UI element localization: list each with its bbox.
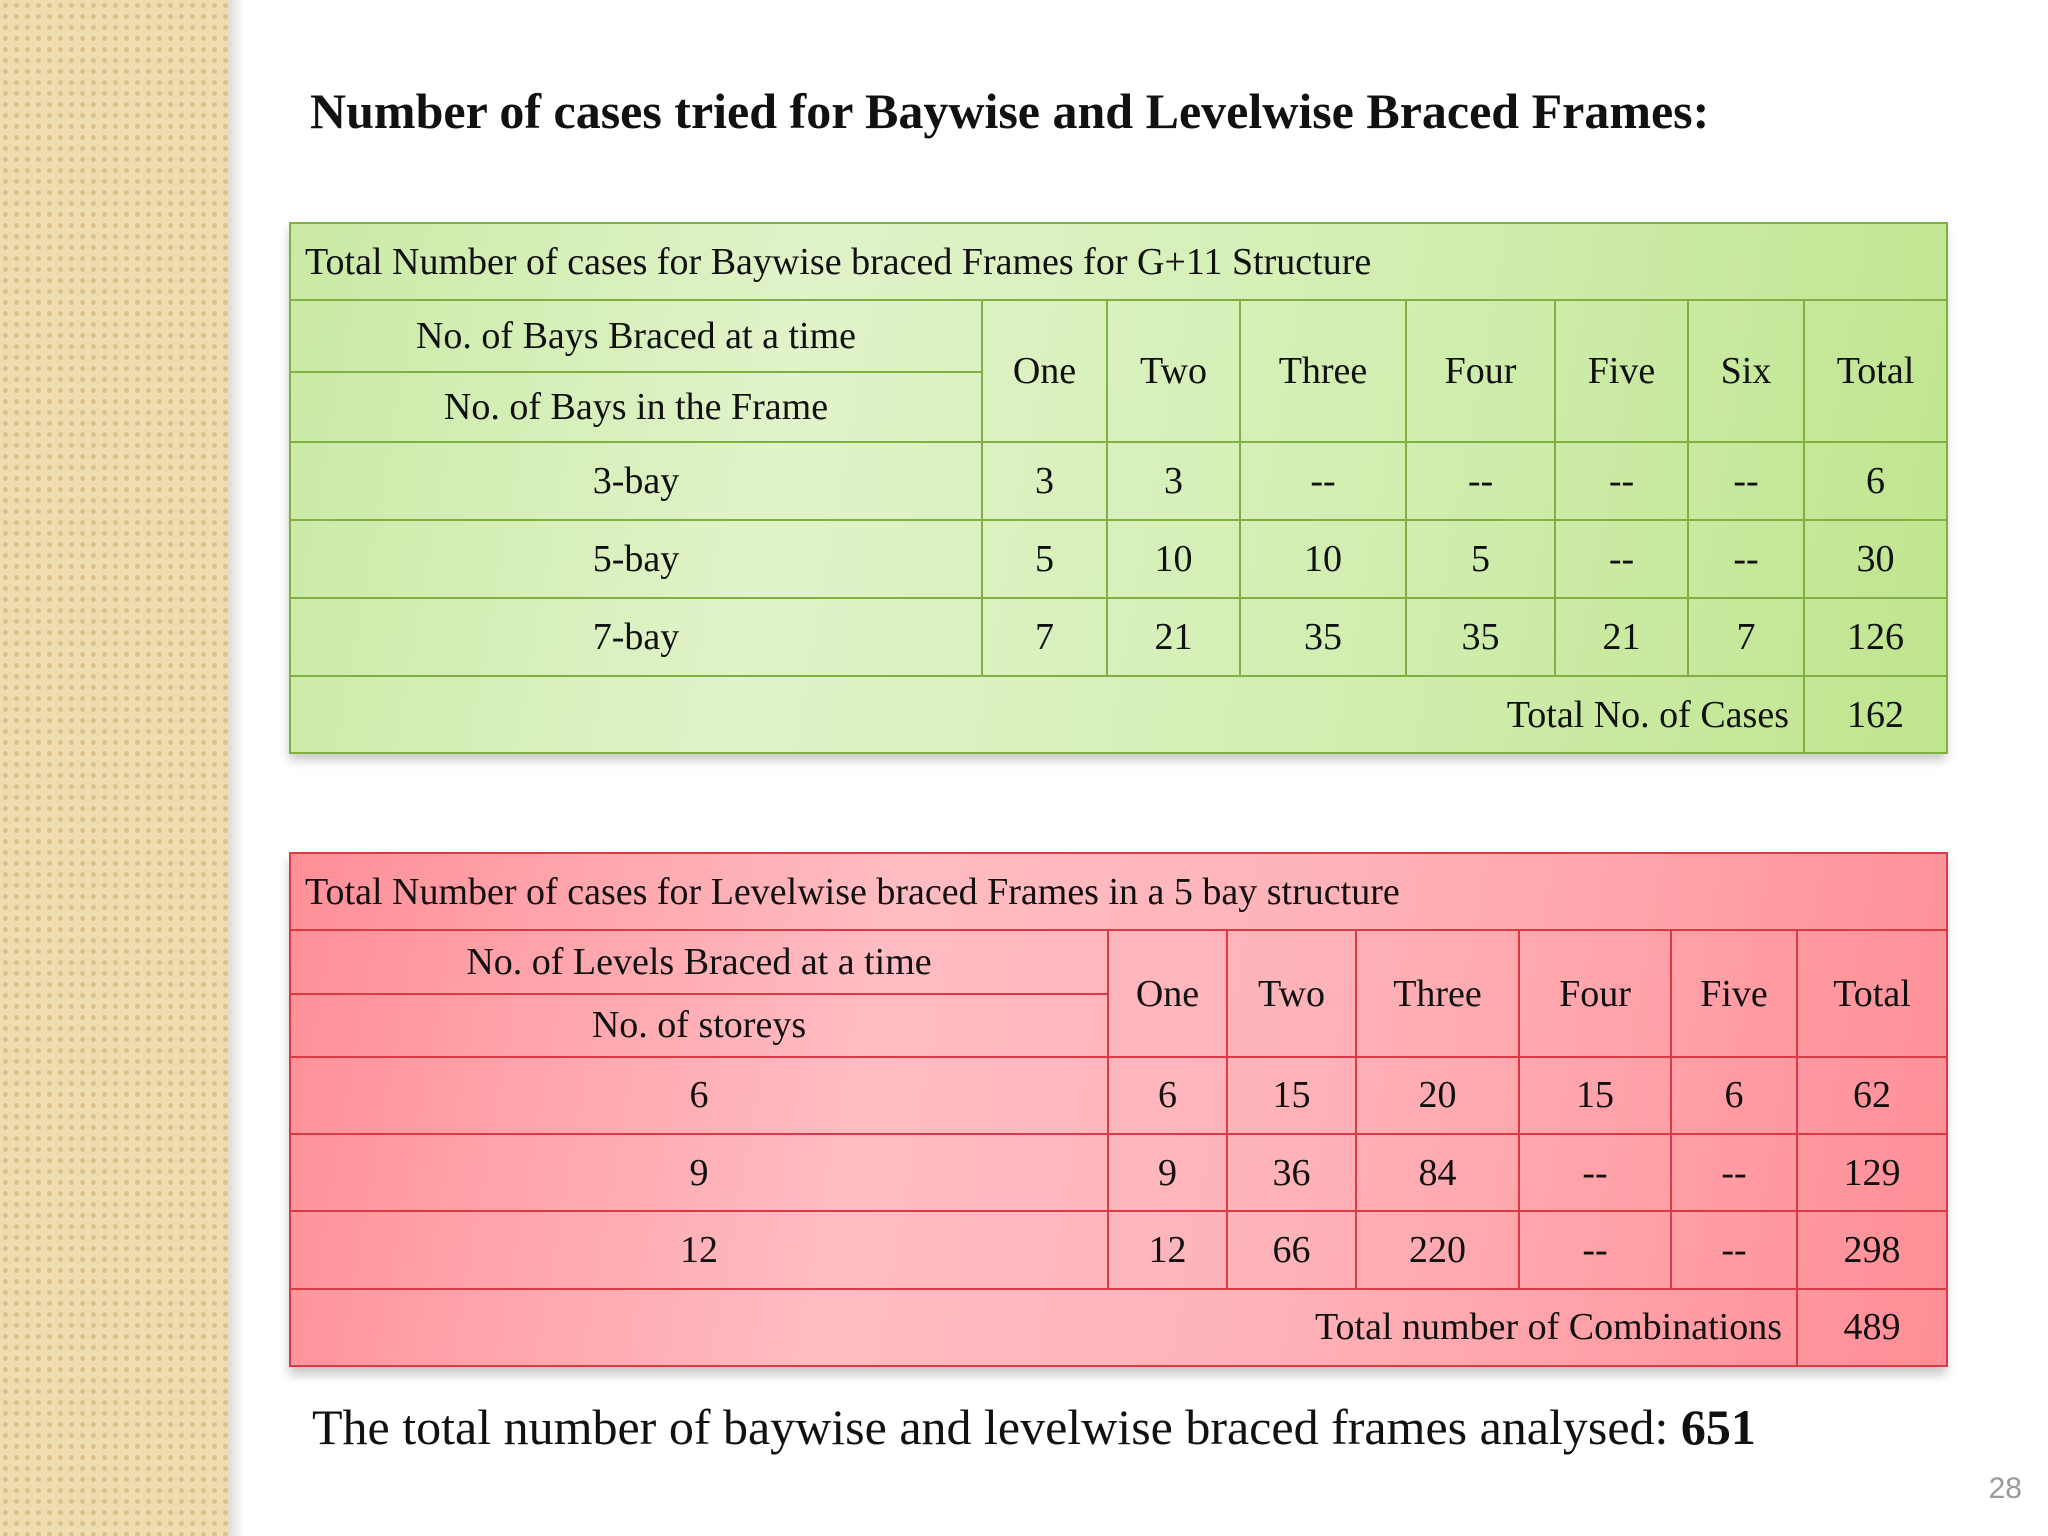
table-cell: 21 [1555, 598, 1688, 676]
total-combinations-label: Total number of Combinations [290, 1289, 1797, 1366]
baywise-header-bays-braced: No. of Bays Braced at a time [290, 300, 982, 372]
summary-value: 651 [1680, 1399, 1756, 1455]
baywise-col-header: Three [1240, 300, 1406, 442]
table-cell: 6 [1108, 1057, 1227, 1134]
table-cell: 66 [1227, 1211, 1356, 1288]
page-number: 28 [1988, 1472, 2022, 1505]
total-cases-label: Total No. of Cases [290, 676, 1804, 753]
baywise-header-bays-in-frame: No. of Bays in the Frame [290, 372, 982, 442]
row-label: 9 [290, 1134, 1108, 1211]
table-cell: -- [1555, 442, 1688, 520]
table-cell: 10 [1240, 520, 1406, 598]
row-label: 12 [290, 1211, 1108, 1288]
levelwise-col-header: Four [1519, 930, 1671, 1056]
table-total-row [290, 1289, 1947, 1366]
levelwise-col-header: Two [1227, 930, 1356, 1056]
baywise-table [289, 222, 1946, 752]
table-cell: 30 [1804, 520, 1947, 598]
row-label: 3-bay [290, 442, 982, 520]
table-cell: -- [1519, 1211, 1671, 1288]
table-cell: 6 [1804, 442, 1947, 520]
levelwise-col-header: One [1108, 930, 1227, 1056]
row-label: 5-bay [290, 520, 982, 598]
baywise-col-header: Four [1406, 300, 1555, 442]
table-cell: 298 [1797, 1211, 1947, 1288]
total-combinations-value: 489 [1797, 1289, 1947, 1366]
table-row [290, 520, 1947, 598]
baywise-col-header: Two [1107, 300, 1240, 442]
table-row [290, 598, 1947, 676]
table-total-row [290, 676, 1947, 753]
table-cell: 12 [1108, 1211, 1227, 1288]
table-cell: 3 [1107, 442, 1240, 520]
table-row [290, 442, 1947, 520]
table-cell: 6 [1671, 1057, 1797, 1134]
table-row [290, 1057, 1947, 1134]
levelwise-col-header: Five [1671, 930, 1797, 1056]
table-cell: 126 [1804, 598, 1947, 676]
table-cell: 220 [1356, 1211, 1519, 1288]
baywise-col-header-total: Total [1804, 300, 1947, 442]
table-cell: 15 [1519, 1057, 1671, 1134]
table-cell: 84 [1356, 1134, 1519, 1211]
levelwise-table [289, 852, 1946, 1367]
table-cell: -- [1555, 520, 1688, 598]
levelwise-col-header-total: Total [1797, 930, 1947, 1056]
levelwise-header-levels-braced: No. of Levels Braced at a time [290, 930, 1108, 993]
table-cell: 15 [1227, 1057, 1356, 1134]
baywise-col-header: Six [1688, 300, 1804, 442]
table-cell: 5 [982, 520, 1107, 598]
table-cell: -- [1240, 442, 1406, 520]
table-cell: 7 [982, 598, 1107, 676]
row-label: 6 [290, 1057, 1108, 1134]
baywise-table-caption: Total Number of cases for Baywise braced Frames for G+11 Structure [290, 223, 1947, 300]
levelwise-header-storeys: No. of storeys [290, 994, 1108, 1057]
table-cell: 21 [1107, 598, 1240, 676]
table-cell: -- [1519, 1134, 1671, 1211]
table-cell: 62 [1797, 1057, 1947, 1134]
table-cell: 20 [1356, 1057, 1519, 1134]
row-label: 7-bay [290, 598, 982, 676]
decorative-side-strip [0, 0, 228, 1536]
table-cell: 10 [1107, 520, 1240, 598]
table-cell: 9 [1108, 1134, 1227, 1211]
total-cases-value: 162 [1804, 676, 1947, 753]
levelwise-col-header: Three [1356, 930, 1519, 1056]
table-row [290, 1134, 1947, 1211]
table-cell: 35 [1240, 598, 1406, 676]
table-cell: -- [1688, 520, 1804, 598]
baywise-col-header: One [982, 300, 1107, 442]
baywise-col-header: Five [1555, 300, 1688, 442]
summary-line [312, 1398, 1756, 1456]
table-cell: 5 [1406, 520, 1555, 598]
levelwise-table-caption: Total Number of cases for Levelwise braced Frames in a 5 bay structure [290, 853, 1947, 930]
side-strip-shadow [228, 0, 244, 1536]
table-cell: -- [1671, 1211, 1797, 1288]
slide-title: Number of cases tried for Baywise and Levelwise Braced Frames: [310, 83, 1710, 139]
table-cell: 129 [1797, 1134, 1947, 1211]
table-cell: -- [1688, 442, 1804, 520]
table-cell: 7 [1688, 598, 1804, 676]
table-cell: -- [1671, 1134, 1797, 1211]
table-row [290, 1211, 1947, 1288]
table-cell: 3 [982, 442, 1107, 520]
table-cell: 36 [1227, 1134, 1356, 1211]
table-cell: -- [1406, 442, 1555, 520]
table-cell: 35 [1406, 598, 1555, 676]
summary-text: The total number of baywise and levelwise braced frames analysed: [312, 1399, 1681, 1455]
